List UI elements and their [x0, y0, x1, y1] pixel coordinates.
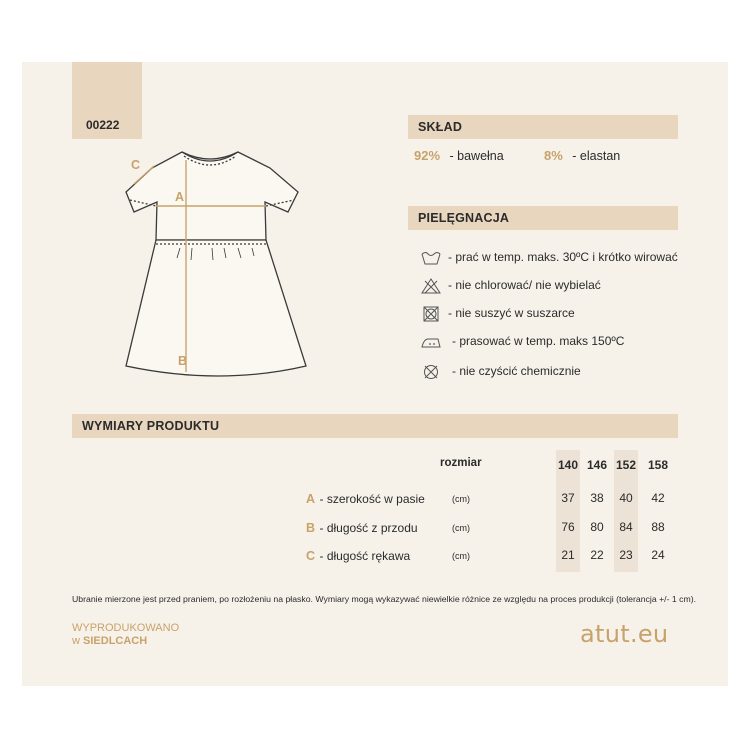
size-header-label: rozmiar — [440, 457, 482, 469]
composition-material: - elastan — [572, 149, 621, 163]
care-text: - nie suszyć w suszarce — [448, 306, 575, 320]
no-dry-clean-icon — [420, 363, 442, 381]
iron-150-icon — [420, 333, 442, 351]
table-cell: 23 — [619, 548, 633, 562]
made-in-city: SIEDLCACH — [83, 635, 148, 647]
made-in-prefix: w — [72, 635, 80, 647]
table-cell: 76 — [561, 520, 575, 534]
row-unit: (cm) — [452, 523, 470, 533]
measurements-header: WYMIARY PRODUKTU — [72, 414, 678, 438]
size-header: 152 — [615, 458, 637, 472]
product-code: 00222 — [86, 118, 120, 132]
care-text: - prasować w temp. maks 150ºC — [452, 334, 625, 348]
table-cell: 84 — [619, 520, 633, 534]
table-cell: 37 — [561, 491, 575, 505]
care-header: PIELĘGNACJA — [408, 206, 678, 230]
table-cell: 21 — [561, 548, 575, 562]
wash-30-icon — [420, 249, 442, 267]
row-label: - długość z przodu — [319, 521, 418, 535]
row-unit: (cm) — [452, 494, 470, 504]
row-letter: A — [306, 492, 316, 506]
care-text: - nie chlorować/ nie wybielać — [448, 278, 601, 292]
row-unit: (cm) — [452, 551, 470, 561]
table-cell: 24 — [651, 548, 665, 562]
composition-header: SKŁAD — [408, 115, 678, 139]
measurement-row-label — [306, 547, 410, 565]
care-item — [420, 247, 678, 267]
size-header: 140 — [557, 458, 579, 472]
brand-logo[interactable]: atut.eu — [580, 620, 669, 648]
row-label: - długość rękawa — [319, 549, 411, 563]
care-item — [420, 361, 581, 381]
measurement-note: Ubranie mierzone jest przed praniem, po rozłożeniu na płasko. Wymiary mogą wykazywać niewielkie różnice ze względu na proces produkcji (tolerancja +/- 1 cm). — [72, 594, 697, 604]
diagram-label-c: C — [131, 158, 141, 172]
made-in — [72, 622, 179, 648]
table-cell: 42 — [651, 491, 665, 505]
composition-item — [414, 148, 504, 163]
made-in-line1: WYPRODUKOWANO — [72, 622, 180, 634]
care-item — [420, 331, 624, 351]
care-item — [420, 303, 575, 323]
table-cell: 22 — [590, 548, 604, 562]
table-cell: 40 — [619, 491, 633, 505]
composition-percent: 8% — [544, 148, 563, 163]
row-letter: B — [306, 521, 316, 535]
measurement-row-label — [306, 490, 425, 508]
row-label: - szerokość w pasie — [319, 492, 425, 506]
care-item — [420, 275, 601, 295]
size-header: 146 — [586, 458, 608, 472]
no-bleach-icon — [420, 277, 442, 295]
composition-item — [544, 148, 620, 163]
care-text: - nie czyścić chemicznie — [452, 364, 581, 378]
composition-percent: 92% — [414, 148, 441, 163]
composition-material: - bawełna — [449, 149, 504, 163]
no-tumble-dry-icon — [420, 305, 442, 323]
measurement-row-label — [306, 519, 418, 537]
dress-diagram — [120, 140, 310, 380]
size-header: 158 — [647, 458, 669, 472]
table-cell: 38 — [590, 491, 604, 505]
diagram-label-a: A — [175, 190, 185, 204]
care-text: - prać w temp. maks. 30ºC i krótko wirować — [448, 250, 678, 264]
row-letter: C — [306, 549, 316, 563]
diagram-label-b: B — [178, 354, 188, 368]
table-cell: 88 — [651, 520, 665, 534]
table-cell: 80 — [590, 520, 604, 534]
